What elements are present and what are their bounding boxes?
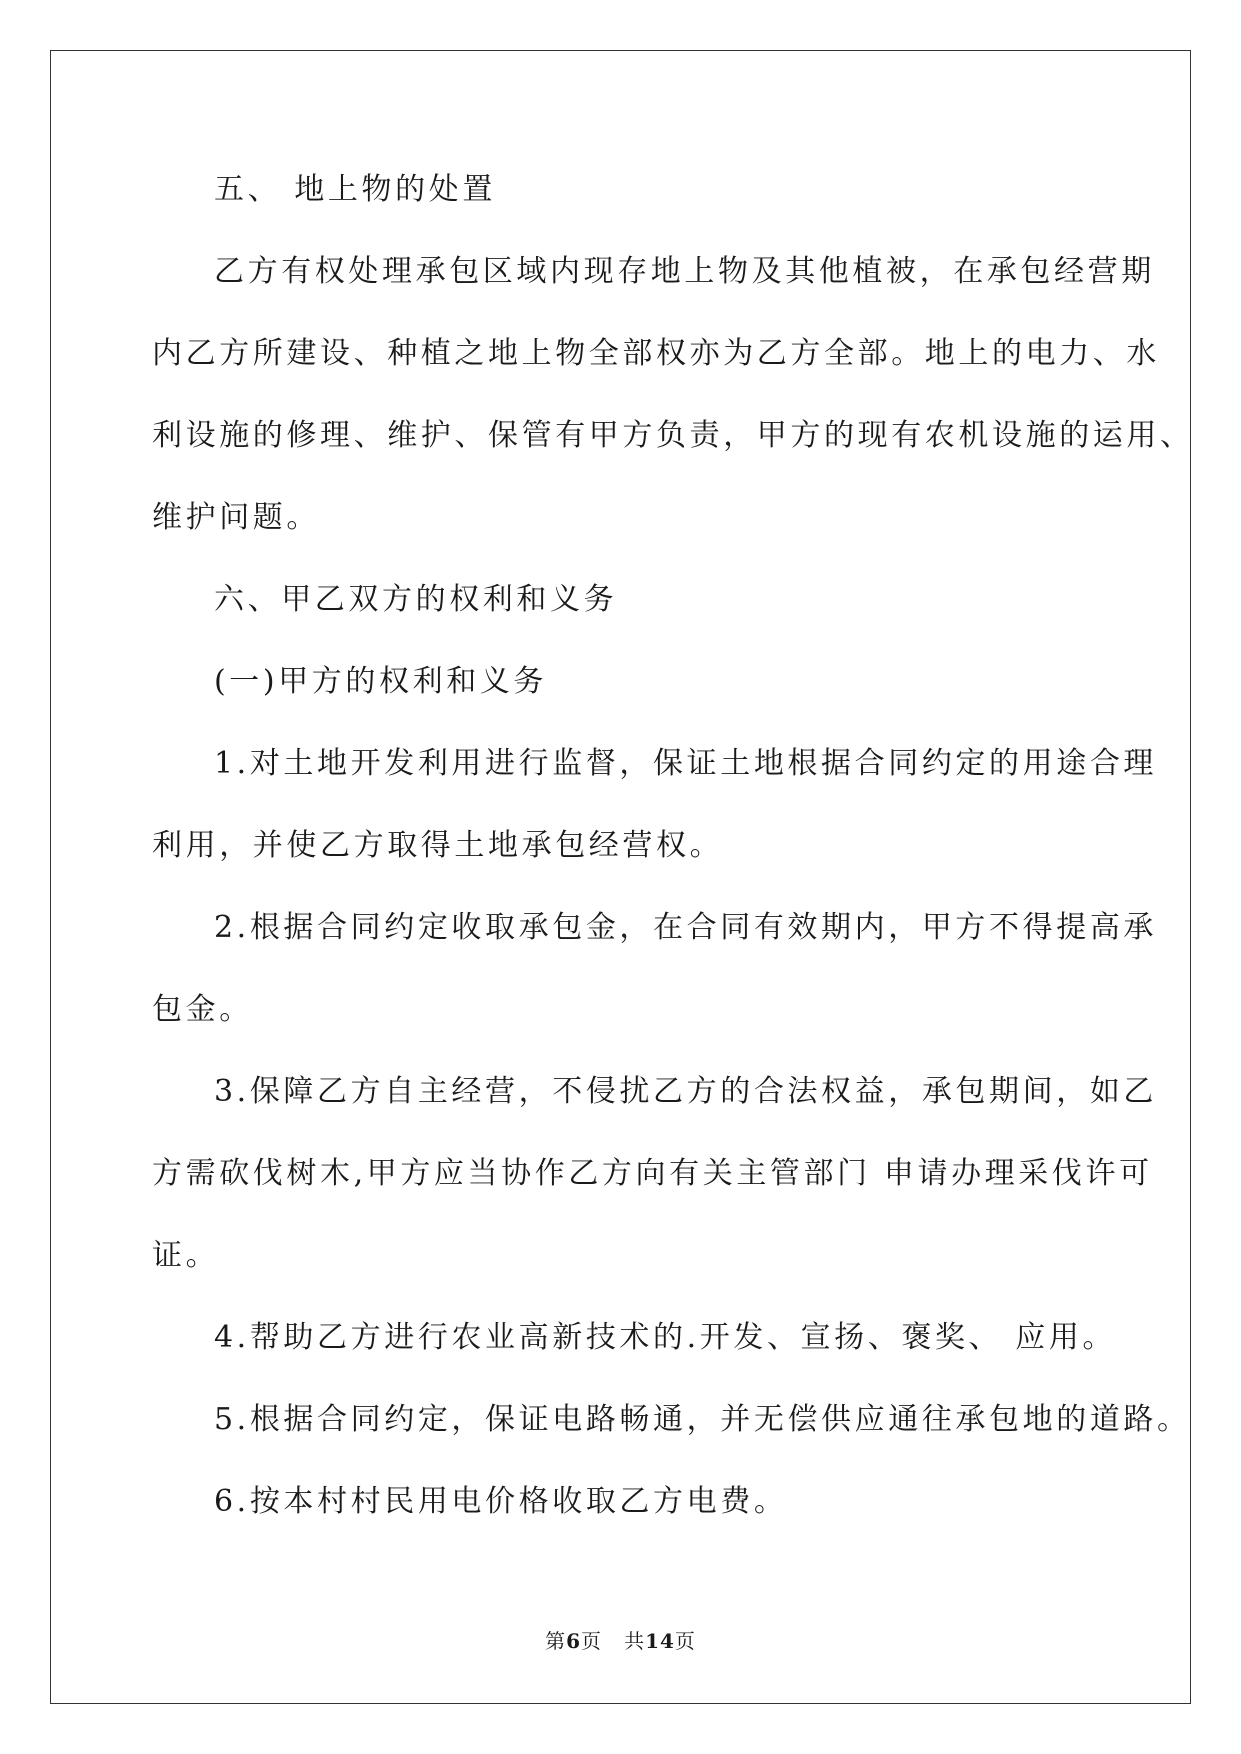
footer-page-prefix: 第 [545, 1629, 567, 1653]
paragraph-line: 利设施的修理、维护、保管有甲方负责，甲方的现有农机设施的运用、 [152, 418, 1194, 453]
list-item: 1.对土地开发利用进行监督，保证土地根据合同约定的用途合理 [214, 746, 1158, 781]
subsection-heading: (一)甲方的权利和义务 [214, 664, 548, 699]
list-item-continuation: 包金。 [152, 992, 253, 1027]
list-item-continuation: 方需砍伐树木,甲方应当协作乙方向有关主管部门 申请办理采伐许可 [152, 1156, 1153, 1191]
paragraph-line: 维护问题。 [152, 500, 320, 535]
list-item: 5.根据合同约定，保证电路畅通，并无偿供应通往承包地的道路。 [214, 1402, 1191, 1437]
footer-total-suffix: 页 [674, 1629, 696, 1653]
list-item-continuation: 利用，并使乙方取得土地承包经营权。 [152, 828, 724, 863]
page-footer [0, 1628, 1241, 1654]
list-item: 6.按本村村民用电价格收取乙方电费。 [214, 1484, 788, 1519]
footer-page-number: 6 [566, 1629, 581, 1653]
section-heading-5: 五、 地上物的处置 [214, 172, 496, 207]
paragraph-line: 内乙方所建设、种植之地上物全部权亦为乙方全部。地上的电力、水 [152, 336, 1160, 371]
list-item: 2.根据合同约定收取承包金，在合同有效期内，甲方不得提高承 [214, 910, 1158, 945]
paragraph-line: 乙方有权处理承包区域内现存地上物及其他植被，在承包经营期 [214, 254, 1155, 289]
list-item: 3.保障乙方自主经营，不侵扰乙方的合法权益，承包期间，如乙 [214, 1074, 1158, 1109]
footer-total-pages: 14 [645, 1629, 675, 1653]
page-border [50, 50, 1191, 1704]
section-heading-6: 六、甲乙双方的权利和义务 [214, 582, 618, 617]
list-item-continuation: 证。 [152, 1238, 220, 1273]
footer-total-prefix: 共 [624, 1629, 646, 1653]
list-item: 4.帮助乙方进行农业高新技术的.开发、宣扬、褒奖、 应用。 [214, 1320, 1117, 1355]
footer-page-suffix: 页 [581, 1629, 602, 1653]
